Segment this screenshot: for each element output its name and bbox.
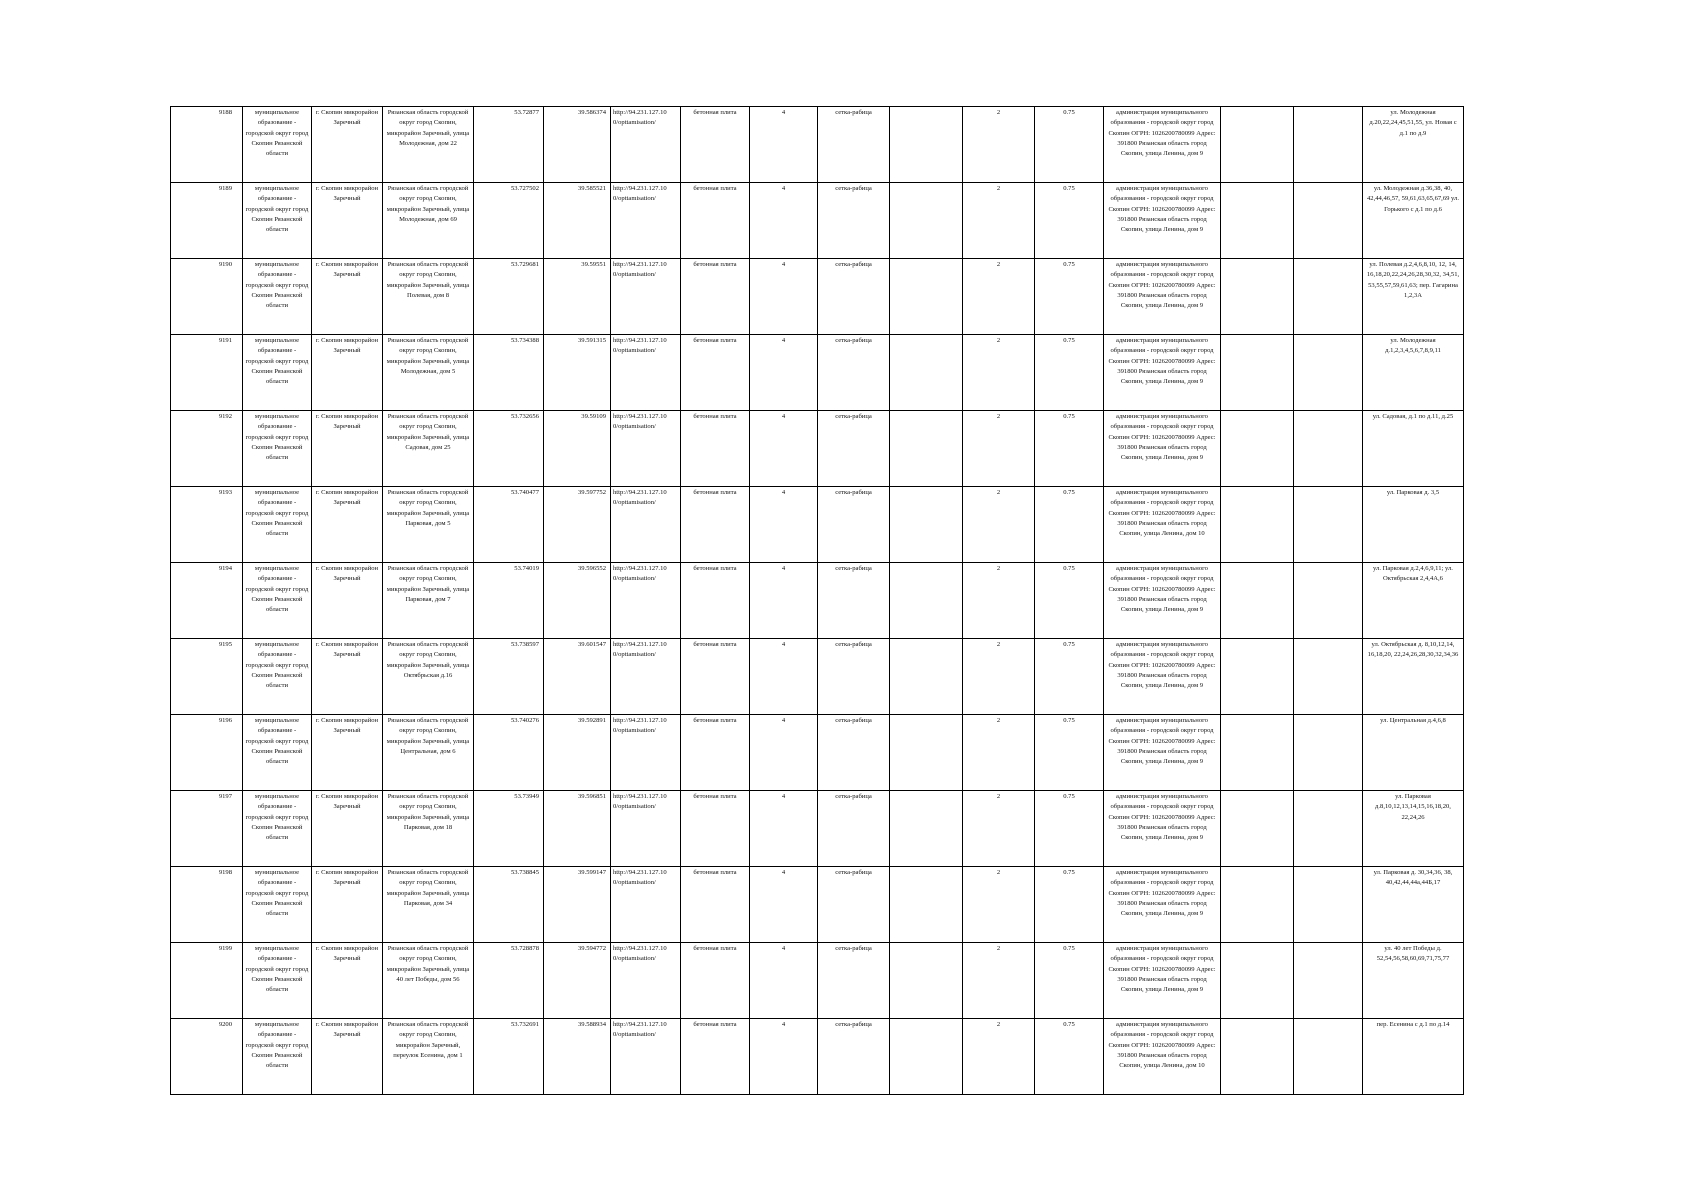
cell-municipality: муниципальное образование - городской округ город Скопин Рязанской области (243, 791, 312, 867)
cell-num: 9193 (171, 487, 243, 563)
cell-c11 (890, 259, 963, 335)
cell-locality: г. Скопин микрорайон Заречный (312, 259, 383, 335)
cell-lon: 39.597752 (544, 487, 611, 563)
cell-c11 (890, 867, 963, 943)
cell-locality: г. Скопин микрорайон Заречный (312, 411, 383, 487)
cell-area: 4 (750, 487, 818, 563)
table-row (171, 563, 1464, 639)
cell-municipality: муниципальное образование - городской округ город Скопин Рязанской области (243, 183, 312, 259)
cell-url: http://94.231.127.10 0/opttamisation/ (611, 867, 681, 943)
cell-fence: сетка-рабица (818, 1019, 890, 1095)
cell-volume: 0.75 (1035, 411, 1104, 487)
cell-c16 (1294, 791, 1363, 867)
cell-url: http://94.231.127.10 0/opttamisation/ (611, 107, 681, 183)
cell-area: 4 (750, 791, 818, 867)
cell-locality: г. Скопин микрорайон Заречный (312, 563, 383, 639)
cell-c16 (1294, 335, 1363, 411)
cell-lat: 53.74019 (474, 563, 544, 639)
cell-c16 (1294, 107, 1363, 183)
cell-address: Рязанская область городской округ город Скопин, микрорайон Заречный, улица Полевая, дом 8 (383, 259, 474, 335)
cell-owner: администрация муниципального образования - городской округ город Скопин ОГРН: 1026200780099 Адрес: 391800 Рязанская область город Скопин, улица Ленина, дом 10 (1104, 1019, 1221, 1095)
cell-lat: 53.734388 (474, 335, 544, 411)
cell-area: 4 (750, 411, 818, 487)
cell-c15 (1221, 1019, 1294, 1095)
cell-fence: сетка-рабица (818, 715, 890, 791)
cell-c15 (1221, 867, 1294, 943)
cell-locality: г. Скопин микрорайон Заречный (312, 943, 383, 1019)
cell-c11 (890, 791, 963, 867)
cell-count: 2 (963, 791, 1035, 867)
cell-lat: 53.740276 (474, 715, 544, 791)
cell-c15 (1221, 791, 1294, 867)
cell-c11 (890, 639, 963, 715)
cell-address: Рязанская область городской округ город Скопин, микрорайон Заречный, улица Молодежная, дом 5 (383, 335, 474, 411)
cell-municipality: муниципальное образование - городской округ город Скопин Рязанской области (243, 107, 312, 183)
cell-municipality: муниципальное образование - городской округ город Скопин Рязанской области (243, 335, 312, 411)
cell-lat: 53.727502 (474, 183, 544, 259)
cell-address: Рязанская область городской округ город Скопин, микрорайон Заречный, улица Молодежная, дом 22 (383, 107, 474, 183)
cell-fence: сетка-рабица (818, 943, 890, 1019)
cell-url: http://94.231.127.10 0/opttamisation/ (611, 487, 681, 563)
cell-lon: 39.59551 (544, 259, 611, 335)
cell-num: 9189 (171, 183, 243, 259)
cell-municipality: муниципальное образование - городской округ город Скопин Рязанской области (243, 867, 312, 943)
cell-url: http://94.231.127.10 0/opttamisation/ (611, 183, 681, 259)
cell-surface: бетонная плита (681, 183, 750, 259)
cell-lat: 53.729681 (474, 259, 544, 335)
cell-served: ул. Центральная д.4,6,8 (1363, 715, 1464, 791)
cell-fence: сетка-рабица (818, 867, 890, 943)
cell-served: ул. Садовая, д.1 по д.11, д.25 (1363, 411, 1464, 487)
cell-c15 (1221, 183, 1294, 259)
cell-count: 2 (963, 943, 1035, 1019)
cell-url: http://94.231.127.10 0/opttamisation/ (611, 943, 681, 1019)
cell-municipality: муниципальное образование - городской округ город Скопин Рязанской области (243, 715, 312, 791)
cell-fence: сетка-рабица (818, 563, 890, 639)
cell-count: 2 (963, 563, 1035, 639)
cell-fence: сетка-рабица (818, 259, 890, 335)
cell-address: Рязанская область городской округ город Скопин, микрорайон Заречный, улица Центральная, дом 6 (383, 715, 474, 791)
cell-num: 9192 (171, 411, 243, 487)
cell-municipality: муниципальное образование - городской округ город Скопин Рязанской области (243, 563, 312, 639)
cell-lon: 39.59109 (544, 411, 611, 487)
cell-count: 2 (963, 411, 1035, 487)
table-row (171, 411, 1464, 487)
cell-area: 4 (750, 715, 818, 791)
cell-address: Рязанская область городской округ город Скопин, микрорайон Заречный, переулок Есенина, дом 1 (383, 1019, 474, 1095)
cell-surface: бетонная плита (681, 563, 750, 639)
cell-c15 (1221, 411, 1294, 487)
cell-count: 2 (963, 715, 1035, 791)
cell-fence: сетка-рабица (818, 335, 890, 411)
cell-lon: 39.599147 (544, 867, 611, 943)
cell-c15 (1221, 563, 1294, 639)
cell-c11 (890, 943, 963, 1019)
cell-num: 9188 (171, 107, 243, 183)
cell-municipality: муниципальное образование - городской округ город Скопин Рязанской области (243, 639, 312, 715)
cell-c11 (890, 563, 963, 639)
table-row (171, 943, 1464, 1019)
cell-c16 (1294, 715, 1363, 791)
cell-url: http://94.231.127.10 0/opttamisation/ (611, 411, 681, 487)
cell-url: http://94.231.127.10 0/opttamisation/ (611, 259, 681, 335)
cell-volume: 0.75 (1035, 335, 1104, 411)
cell-url: http://94.231.127.10 0/opttamisation/ (611, 563, 681, 639)
cell-lon: 39.592891 (544, 715, 611, 791)
cell-area: 4 (750, 259, 818, 335)
cell-surface: бетонная плита (681, 335, 750, 411)
cell-area: 4 (750, 335, 818, 411)
cell-c16 (1294, 639, 1363, 715)
cell-lon: 39.596851 (544, 791, 611, 867)
cell-fence: сетка-рабица (818, 411, 890, 487)
cell-surface: бетонная плита (681, 943, 750, 1019)
cell-locality: г. Скопин микрорайон Заречный (312, 867, 383, 943)
cell-volume: 0.75 (1035, 107, 1104, 183)
cell-served: ул. Парковая д. 30,34,36, 38, 40,42,44,44а,44Б,17 (1363, 867, 1464, 943)
cell-area: 4 (750, 563, 818, 639)
cell-owner: администрация муниципального образования - городской округ город Скопин ОГРН: 1026200780099 Адрес: 391800 Рязанская область город Скопин, улица Ленина, дом 9 (1104, 791, 1221, 867)
cell-num: 9190 (171, 259, 243, 335)
cell-surface: бетонная плита (681, 867, 750, 943)
cell-served: ул. Парковая д.2,4,6,9,11; ул. Октябрьская 2,4,4А,6 (1363, 563, 1464, 639)
cell-municipality: муниципальное образование - городской округ город Скопин Рязанской области (243, 943, 312, 1019)
cell-locality: г. Скопин микрорайон Заречный (312, 183, 383, 259)
cell-c11 (890, 107, 963, 183)
cell-lon: 39.586374 (544, 107, 611, 183)
cell-fence: сетка-рабица (818, 107, 890, 183)
cell-area: 4 (750, 1019, 818, 1095)
cell-served: ул. Октябрьская д. 8,10,12,14, 16,18,20, 22,24,26,28,30,32,34,36 (1363, 639, 1464, 715)
cell-owner: администрация муниципального образования - городской округ город Скопин ОГРН: 1026200780099 Адрес: 391800 Рязанская область город Скопин, улица Ленина, дом 9 (1104, 107, 1221, 183)
cell-url: http://94.231.127.10 0/opttamisation/ (611, 335, 681, 411)
cell-surface: бетонная плита (681, 107, 750, 183)
cell-c11 (890, 335, 963, 411)
cell-owner: администрация муниципального образования - городской округ город Скопин ОГРН: 1026200780099 Адрес: 391800 Рязанская область город Скопин, улица Ленина, дом 9 (1104, 943, 1221, 1019)
cell-num: 9200 (171, 1019, 243, 1095)
table-row (171, 867, 1464, 943)
cell-count: 2 (963, 259, 1035, 335)
cell-lat: 53.732656 (474, 411, 544, 487)
cell-fence: сетка-рабица (818, 183, 890, 259)
table-row (171, 107, 1464, 183)
cell-owner: администрация муниципального образования - городской округ город Скопин ОГРН: 1026200780099 Адрес: 391800 Рязанская область город Скопин, улица Ленина, дом 9 (1104, 715, 1221, 791)
cell-locality: г. Скопин микрорайон Заречный (312, 335, 383, 411)
cell-lat: 53.738845 (474, 867, 544, 943)
cell-c15 (1221, 259, 1294, 335)
cell-municipality: муниципальное образование - городской округ город Скопин Рязанской области (243, 259, 312, 335)
cell-lat: 53.732691 (474, 1019, 544, 1095)
cell-municipality: муниципальное образование - городской округ город Скопин Рязанской области (243, 1019, 312, 1095)
cell-num: 9197 (171, 791, 243, 867)
table-body (171, 107, 1464, 1095)
cell-volume: 0.75 (1035, 715, 1104, 791)
cell-surface: бетонная плита (681, 487, 750, 563)
cell-address: Рязанская область городской округ город Скопин, микрорайон Заречный, улица Парковая, дом 7 (383, 563, 474, 639)
cell-lat: 53.728878 (474, 943, 544, 1019)
cell-lon: 39.594772 (544, 943, 611, 1019)
cell-count: 2 (963, 867, 1035, 943)
cell-lat: 53.740477 (474, 487, 544, 563)
cell-surface: бетонная плита (681, 639, 750, 715)
cell-volume: 0.75 (1035, 183, 1104, 259)
table-row (171, 791, 1464, 867)
table-row (171, 259, 1464, 335)
cell-served: ул. Полевая д.2,4,6,8,10, 12, 14, 16,18,20,22,24,26,28,30,32, 34,51, 53,55,57,59,61,63; пер. Гагарина 1,2,3А (1363, 259, 1464, 335)
cell-surface: бетонная плита (681, 1019, 750, 1095)
cell-c15 (1221, 715, 1294, 791)
table-row (171, 487, 1464, 563)
cell-lat: 53.73949 (474, 791, 544, 867)
table-row (171, 183, 1464, 259)
cell-lat: 53.738597 (474, 639, 544, 715)
cell-lon: 39.585521 (544, 183, 611, 259)
cell-lat: 53.72877 (474, 107, 544, 183)
cell-locality: г. Скопин микрорайон Заречный (312, 639, 383, 715)
cell-municipality: муниципальное образование - городской округ город Скопин Рязанской области (243, 487, 312, 563)
cell-num: 9194 (171, 563, 243, 639)
table-row (171, 715, 1464, 791)
cell-municipality: муниципальное образование - городской округ город Скопин Рязанской области (243, 411, 312, 487)
cell-volume: 0.75 (1035, 867, 1104, 943)
cell-count: 2 (963, 1019, 1035, 1095)
cell-locality: г. Скопин микрорайон Заречный (312, 715, 383, 791)
cell-volume: 0.75 (1035, 563, 1104, 639)
cell-address: Рязанская область городской округ город Скопин, микрорайон Заречный, улица Парковая, дом 18 (383, 791, 474, 867)
cell-c15 (1221, 487, 1294, 563)
cell-c11 (890, 715, 963, 791)
cell-locality: г. Скопин микрорайон Заречный (312, 107, 383, 183)
cell-surface: бетонная плита (681, 715, 750, 791)
cell-volume: 0.75 (1035, 487, 1104, 563)
cell-area: 4 (750, 867, 818, 943)
table-row (171, 639, 1464, 715)
cell-locality: г. Скопин микрорайон Заречный (312, 1019, 383, 1095)
cell-url: http://94.231.127.10 0/opttamisation/ (611, 791, 681, 867)
cell-area: 4 (750, 943, 818, 1019)
cell-address: Рязанская область городской округ город Скопин, микрорайон Заречный, улица 40 лет Победы, дом 56 (383, 943, 474, 1019)
cell-address: Рязанская область городской округ город Скопин, микрорайон Заречный, улица Парковая, дом 34 (383, 867, 474, 943)
cell-surface: бетонная плита (681, 411, 750, 487)
cell-count: 2 (963, 183, 1035, 259)
cell-address: Рязанская область городской округ город Скопин, микрорайон Заречный, улица Парковая, дом 5 (383, 487, 474, 563)
cell-volume: 0.75 (1035, 943, 1104, 1019)
cell-c16 (1294, 487, 1363, 563)
cell-owner: администрация муниципального образования - городской округ город Скопин ОГРН: 1026200780099 Адрес: 391800 Рязанская область город Скопин, улица Ленина, дом 9 (1104, 183, 1221, 259)
cell-lon: 39.601547 (544, 639, 611, 715)
cell-area: 4 (750, 639, 818, 715)
cell-c15 (1221, 335, 1294, 411)
cell-surface: бетонная плита (681, 791, 750, 867)
cell-locality: г. Скопин микрорайон Заречный (312, 487, 383, 563)
cell-c16 (1294, 411, 1363, 487)
cell-c11 (890, 411, 963, 487)
cell-area: 4 (750, 107, 818, 183)
cell-served: ул. 40 лет Победы д. 52,54,56,58,60,69,71,75,77 (1363, 943, 1464, 1019)
cell-c16 (1294, 943, 1363, 1019)
cell-locality: г. Скопин микрорайон Заречный (312, 791, 383, 867)
cell-surface: бетонная плита (681, 259, 750, 335)
cell-volume: 0.75 (1035, 259, 1104, 335)
cell-volume: 0.75 (1035, 1019, 1104, 1095)
cell-fence: сетка-рабица (818, 639, 890, 715)
cell-num: 9196 (171, 715, 243, 791)
cell-c16 (1294, 259, 1363, 335)
cell-owner: администрация муниципального образования - городской округ город Скопин ОГРН: 1026200780099 Адрес: 391800 Рязанская область город Скопин, улица Ленина, дом 10 (1104, 487, 1221, 563)
cell-c16 (1294, 183, 1363, 259)
cell-owner: администрация муниципального образования - городской округ город Скопин ОГРН: 1026200780099 Адрес: 391800 Рязанская область город Скопин, улица Ленина, дом 9 (1104, 259, 1221, 335)
table-row (171, 335, 1464, 411)
cell-area: 4 (750, 183, 818, 259)
cell-url: http://94.231.127.10 0/opttamisation/ (611, 1019, 681, 1095)
cell-url: http://94.231.127.10 0/opttamisation/ (611, 715, 681, 791)
cell-served: ул. Молодежная д.20,22,24,45,51,55, ул. Новая с д.1 по д.9 (1363, 107, 1464, 183)
cell-served: ул. Молодежная д.36,38, 40, 42,44,46,57, 59,61,63,65,67,69 ул. Горького с д.1 по д.6 (1363, 183, 1464, 259)
cell-count: 2 (963, 487, 1035, 563)
registry-table (170, 106, 1464, 1095)
cell-owner: администрация муниципального образования - городской округ город Скопин ОГРН: 1026200780099 Адрес: 391800 Рязанская область город Скопин, улица Ленина, дом 9 (1104, 867, 1221, 943)
cell-c11 (890, 183, 963, 259)
cell-fence: сетка-рабица (818, 791, 890, 867)
cell-owner: администрация муниципального образования - городской округ город Скопин ОГРН: 1026200780099 Адрес: 391800 Рязанская область город Скопин, улица Ленина, дом 9 (1104, 639, 1221, 715)
table-row (171, 1019, 1464, 1095)
cell-num: 9199 (171, 943, 243, 1019)
cell-address: Рязанская область городской округ город Скопин, микрорайон Заречный, улица Октябрьская д.16 (383, 639, 474, 715)
cell-count: 2 (963, 107, 1035, 183)
cell-owner: администрация муниципального образования - городской округ город Скопин ОГРН: 1026200780099 Адрес: 391800 Рязанская область город Скопин, улица Ленина, дом 9 (1104, 335, 1221, 411)
cell-fence: сетка-рабица (818, 487, 890, 563)
cell-owner: администрация муниципального образования - городской округ город Скопин ОГРН: 1026200780099 Адрес: 391800 Рязанская область город Скопин, улица Ленина, дом 9 (1104, 411, 1221, 487)
cell-c15 (1221, 107, 1294, 183)
cell-c16 (1294, 563, 1363, 639)
cell-c15 (1221, 943, 1294, 1019)
cell-num: 9191 (171, 335, 243, 411)
cell-url: http://94.231.127.10 0/opttamisation/ (611, 639, 681, 715)
cell-c16 (1294, 867, 1363, 943)
cell-count: 2 (963, 335, 1035, 411)
cell-served: ул. Парковая д.8,10,12,13,14,15,16,18,20, 22,24,26 (1363, 791, 1464, 867)
cell-volume: 0.75 (1035, 791, 1104, 867)
cell-count: 2 (963, 639, 1035, 715)
cell-lon: 39.596552 (544, 563, 611, 639)
cell-num: 9198 (171, 867, 243, 943)
cell-lon: 39.588934 (544, 1019, 611, 1095)
cell-address: Рязанская область городской округ город Скопин, микрорайон Заречный, улица Молодежная, дом 69 (383, 183, 474, 259)
cell-num: 9195 (171, 639, 243, 715)
cell-lon: 39.591315 (544, 335, 611, 411)
cell-c11 (890, 1019, 963, 1095)
cell-c16 (1294, 1019, 1363, 1095)
cell-c11 (890, 487, 963, 563)
cell-address: Рязанская область городской округ город Скопин, микрорайон Заречный, улица Садовая, дом 25 (383, 411, 474, 487)
cell-served: ул. Молодежная д.1,2,3,4,5,6,7,8,9,11 (1363, 335, 1464, 411)
cell-c15 (1221, 639, 1294, 715)
cell-served: пер. Есенина с д.1 по д.14 (1363, 1019, 1464, 1095)
cell-volume: 0.75 (1035, 639, 1104, 715)
cell-served: ул. Парковая д. 3,5 (1363, 487, 1464, 563)
cell-owner: администрация муниципального образования - городской округ город Скопин ОГРН: 1026200780099 Адрес: 391800 Рязанская область город Скопин, улица Ленина, дом 9 (1104, 563, 1221, 639)
